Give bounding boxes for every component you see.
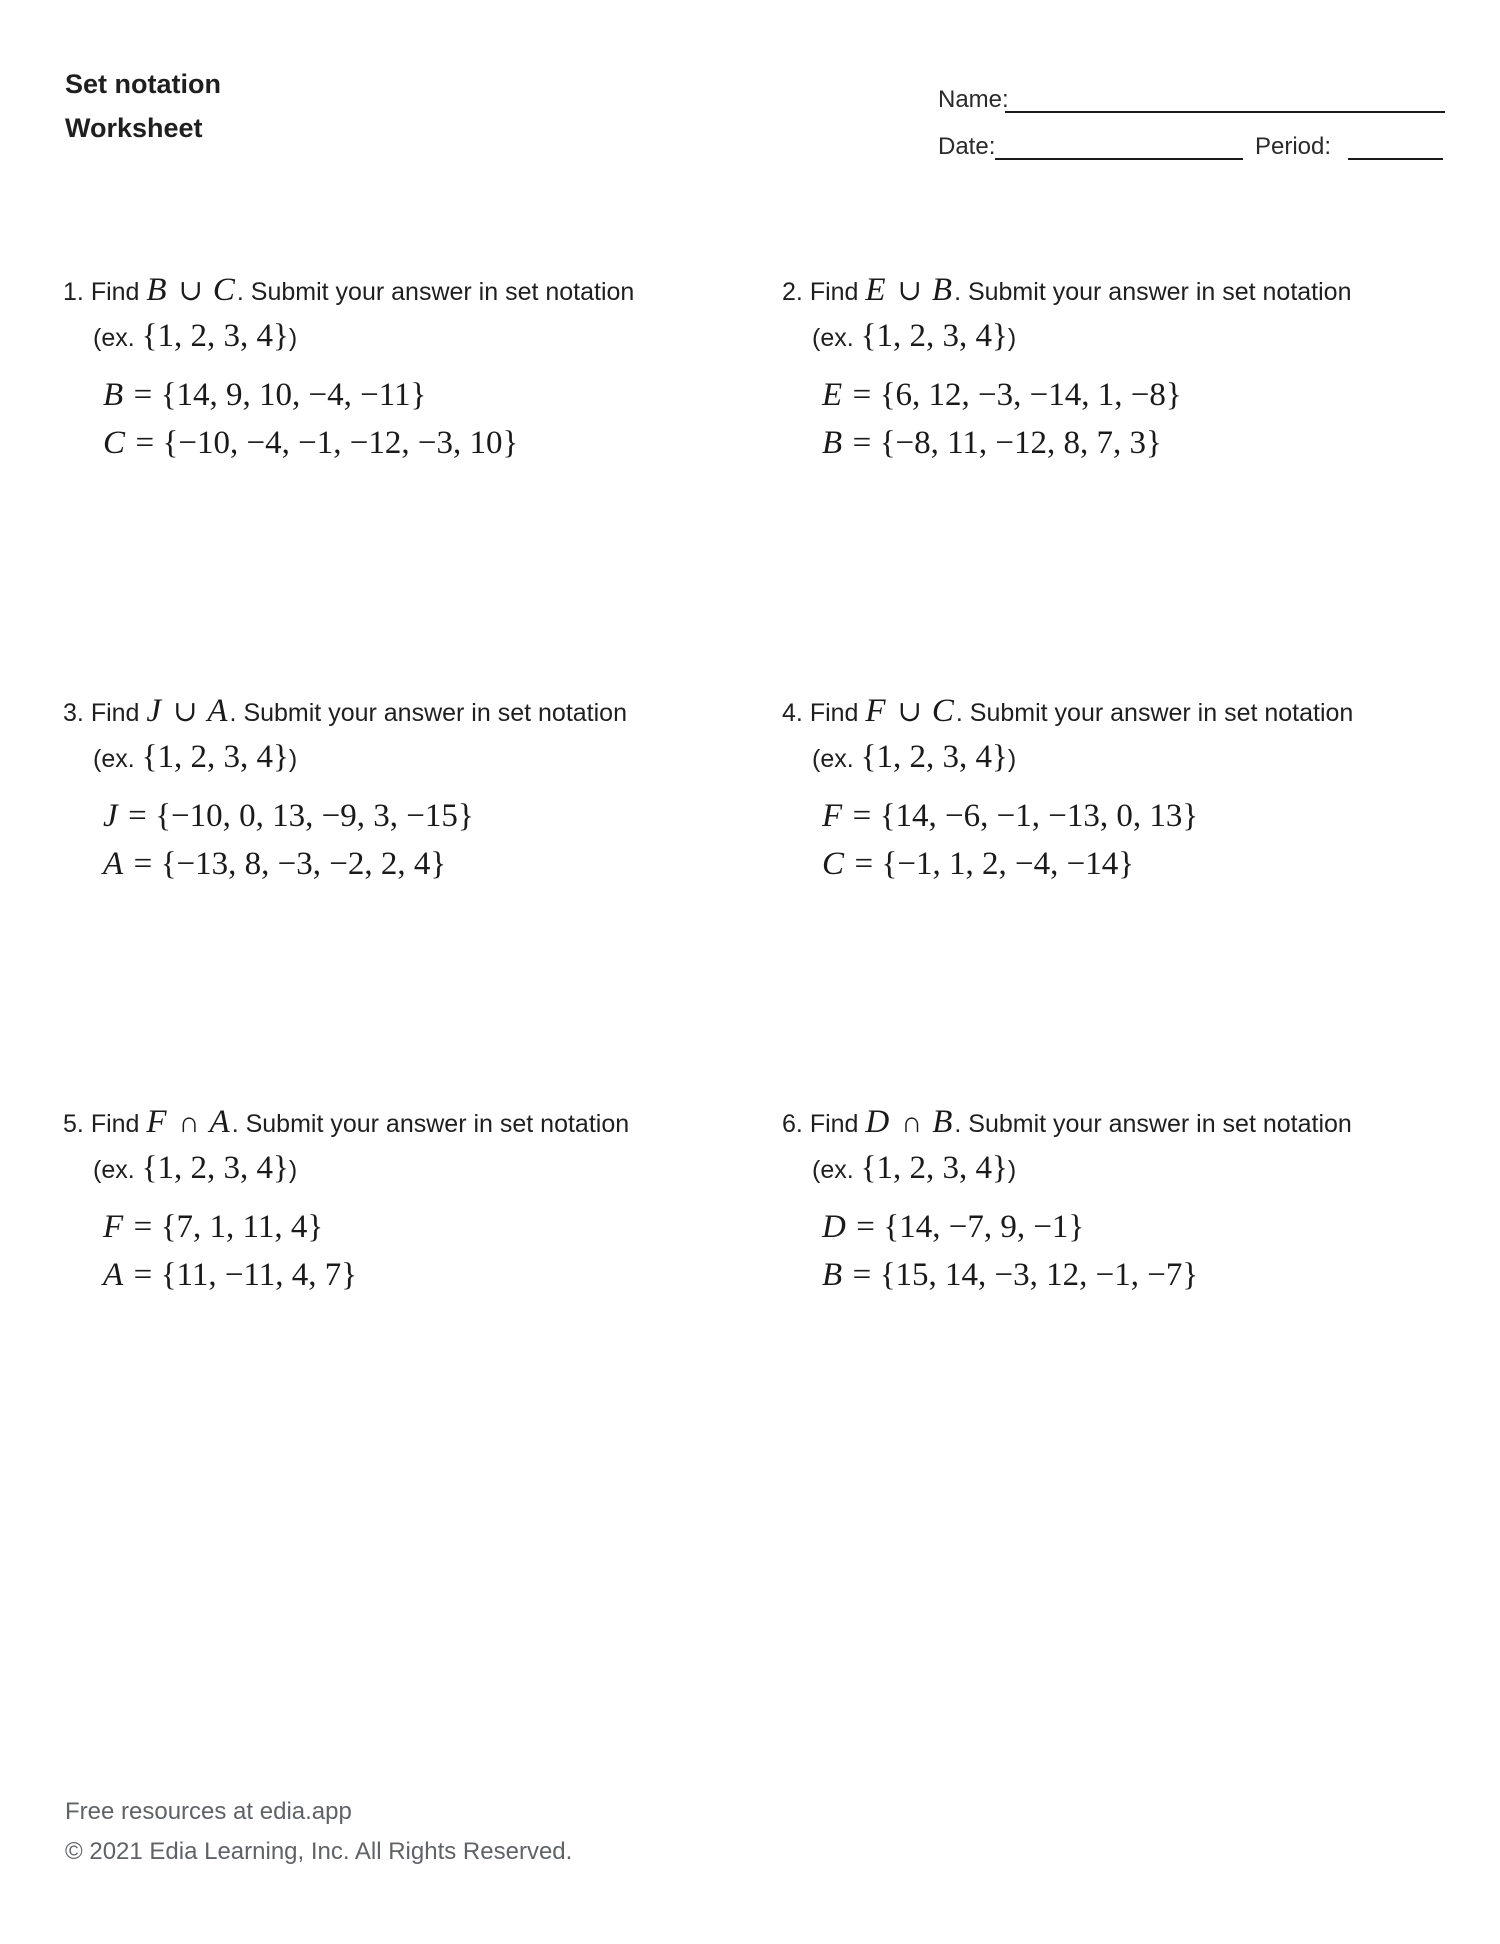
set-name: A (103, 1257, 124, 1293)
find-text: Find (809, 1110, 859, 1138)
problem-3-example (63, 735, 743, 781)
example-set: {1, 2, 3, 4} (141, 739, 289, 775)
set-definition (822, 843, 1462, 891)
problem-2-set-rhs: B (931, 272, 953, 308)
problem-4-prompt (782, 689, 1462, 735)
problem-4 (782, 689, 1462, 891)
example-set: {1, 2, 3, 4} (141, 1150, 289, 1186)
set-value: {−8, 11, −12, 8, 7, 3} (879, 425, 1162, 461)
set-name: D (822, 1209, 846, 1245)
problem-6-definitions (782, 1206, 1462, 1302)
problem-3-set-lhs: J (146, 693, 162, 729)
problem-2-prompt (782, 268, 1462, 314)
set-definition (103, 374, 743, 422)
set-name: A (103, 846, 124, 882)
example-close: ) (288, 1156, 298, 1184)
page-title-line2: Worksheet (65, 113, 203, 143)
problem-4-example (782, 735, 1462, 781)
problem-4-number: 4. (782, 699, 803, 727)
set-definition (822, 374, 1462, 422)
problem-3-set-rhs: A (207, 693, 228, 729)
problem-5-set-rhs: A (209, 1104, 230, 1140)
problem-1-number: 1. (63, 278, 84, 306)
example-open: (ex. (93, 324, 135, 352)
intersection-operator: ∩ (901, 1107, 923, 1139)
problem-3-prompt (63, 689, 743, 735)
problem-3-number: 3. (63, 699, 84, 727)
problem-1-example (63, 314, 743, 360)
equals-sign: = (852, 798, 872, 834)
set-definition (822, 1254, 1462, 1302)
problem-4-set-rhs: C (931, 693, 954, 729)
problem-6-example (782, 1146, 1462, 1192)
set-definition (822, 795, 1462, 843)
problem-4-definitions (782, 795, 1462, 891)
problem-6 (782, 1100, 1462, 1302)
instruction-text: . Submit your answer in set notation (954, 1110, 1352, 1138)
set-value: {−13, 8, −3, −2, 2, 4} (160, 846, 447, 882)
problem-5-set-lhs: F (146, 1104, 167, 1140)
set-definition (103, 843, 743, 891)
set-definition (822, 1206, 1462, 1254)
period-blank-line (1348, 157, 1443, 160)
set-value: {15, 14, −3, 12, −1, −7} (879, 1257, 1199, 1293)
instruction-text: . Submit your answer in set notation (231, 1110, 630, 1138)
set-value: {14, −6, −1, −13, 0, 13} (879, 798, 1199, 834)
set-name: J (103, 798, 118, 834)
problem-5-number: 5. (63, 1110, 84, 1138)
name-blank-line (1005, 110, 1445, 113)
page-footer (65, 1792, 572, 1872)
example-open: (ex. (812, 745, 854, 773)
example-open: (ex. (93, 745, 135, 773)
set-definition (103, 422, 743, 470)
set-name: F (822, 798, 843, 834)
set-value: {7, 1, 11, 4} (160, 1209, 324, 1245)
example-close: ) (1007, 324, 1017, 352)
problem-6-set-lhs: D (865, 1104, 890, 1140)
problem-5-example (63, 1146, 743, 1192)
equals-sign: = (133, 1257, 153, 1293)
union-operator: ∪ (897, 275, 922, 307)
example-open: (ex. (93, 1156, 135, 1184)
equals-sign: = (852, 1257, 872, 1293)
problem-3-definitions (63, 795, 743, 891)
set-definition (103, 1206, 743, 1254)
example-open: (ex. (812, 1156, 854, 1184)
set-name: F (103, 1209, 124, 1245)
set-value: {14, −7, 9, −1} (883, 1209, 1085, 1245)
footer-copyright-text: © 2021 Edia Learning, Inc. All Rights Reserved. (65, 1838, 573, 1865)
period-label: Period: (1255, 133, 1332, 160)
date-blank-line (995, 157, 1243, 160)
problem-6-number: 6. (782, 1110, 803, 1138)
set-value: {−10, 0, 13, −9, 3, −15} (155, 798, 474, 834)
instruction-text: . Submit your answer in set notation (236, 278, 635, 306)
problem-6-set-rhs: B (932, 1104, 953, 1140)
equals-sign: = (128, 798, 147, 834)
find-text: Find (809, 278, 859, 306)
union-operator: ∪ (897, 696, 922, 728)
example-close: ) (288, 745, 298, 773)
set-value: {−10, −4, −1, −12, −3, 10} (162, 425, 519, 461)
equals-sign: = (854, 846, 874, 882)
page-title-line1: Set notation (65, 69, 221, 99)
set-value: {11, −11, 4, 7} (160, 1257, 358, 1293)
find-text: Find (809, 699, 859, 727)
find-text: Find (90, 699, 140, 727)
example-set: {1, 2, 3, 4} (860, 739, 1008, 775)
example-set: {1, 2, 3, 4} (141, 318, 289, 354)
set-name: E (822, 377, 843, 413)
equals-sign: = (852, 425, 872, 461)
example-close: ) (1007, 1156, 1017, 1184)
example-set: {1, 2, 3, 4} (860, 318, 1008, 354)
date-label: Date: (938, 133, 996, 160)
equals-sign: = (856, 1209, 875, 1245)
union-operator: ∪ (173, 696, 198, 728)
problem-2-number: 2. (782, 278, 803, 306)
set-value: {6, 12, −3, −14, 1, −8} (879, 377, 1182, 413)
problem-5-prompt (63, 1100, 743, 1146)
problem-4-set-lhs: F (865, 693, 886, 729)
equals-sign: = (852, 377, 872, 413)
intersection-operator: ∩ (178, 1107, 200, 1139)
instruction-text: . Submit your answer in set notation (954, 278, 1352, 306)
union-operator: ∪ (178, 275, 203, 307)
set-definition (103, 795, 743, 843)
set-definition (822, 422, 1462, 470)
set-definition (103, 1254, 743, 1302)
equals-sign: = (133, 846, 153, 882)
example-open: (ex. (812, 324, 854, 352)
problem-6-prompt (782, 1100, 1462, 1146)
equals-sign: = (133, 1209, 153, 1245)
problem-1 (63, 268, 743, 470)
problem-1-set-rhs: C (212, 272, 235, 308)
set-name: B (822, 425, 843, 461)
problem-1-set-lhs: B (146, 272, 167, 308)
find-text: Find (90, 1110, 140, 1138)
equals-sign: = (133, 377, 153, 413)
example-close: ) (1007, 745, 1017, 773)
find-text: Find (90, 278, 140, 306)
problem-2-definitions (782, 374, 1462, 470)
problem-5-definitions (63, 1206, 743, 1302)
set-name: C (822, 846, 845, 882)
page-title (65, 62, 221, 150)
name-label: Name: (938, 86, 1009, 113)
problem-1-definitions (63, 374, 743, 470)
instruction-text: . Submit your answer in set notation (955, 699, 1354, 727)
set-name: B (103, 377, 124, 413)
set-value: {14, 9, 10, −4, −11} (160, 377, 427, 413)
set-name: C (103, 425, 126, 461)
problem-2-example (782, 314, 1462, 360)
instruction-text: . Submit your answer in set notation (229, 699, 627, 727)
example-close: ) (288, 324, 298, 352)
set-name: B (822, 1257, 843, 1293)
equals-sign: = (135, 425, 155, 461)
problem-1-prompt (63, 268, 743, 314)
footer-resources-text: Free resources at edia.app (65, 1798, 352, 1825)
problem-5 (63, 1100, 743, 1302)
problem-2-set-lhs: E (865, 272, 886, 308)
problem-2 (782, 268, 1462, 470)
set-value: {−1, 1, 2, −4, −14} (881, 846, 1135, 882)
example-set: {1, 2, 3, 4} (860, 1150, 1008, 1186)
problem-3 (63, 689, 743, 891)
